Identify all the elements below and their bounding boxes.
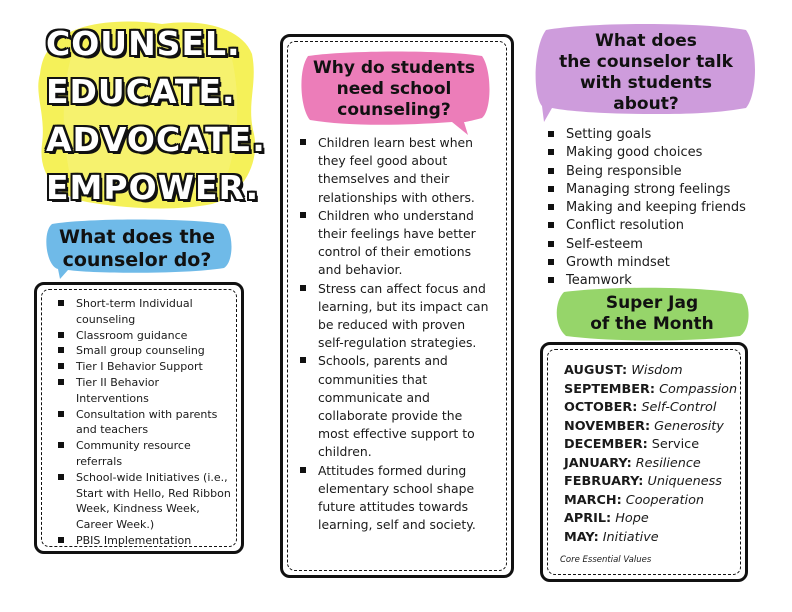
value-label: Uniqueness — [647, 474, 722, 489]
list-item: Growth mindset — [544, 254, 764, 272]
list-item: School-wide Initiatives (i.e., Start with Hello, Red Ribbon Week, Kindness Week, Career Week.) — [54, 470, 234, 533]
heading-line: What does — [595, 31, 697, 51]
value-label: Wisdom — [631, 363, 683, 378]
list-item: Children who understand their feelings have better control of their emotions and behavior. — [296, 207, 492, 280]
list-item: PBIS Implementation — [54, 533, 234, 549]
list-item: Stress can affect focus and learning, but its impact can be reduced with proven self-regulation strategies. — [296, 280, 492, 353]
list-item: Community resource referrals — [54, 438, 234, 470]
hero-line: EDUCATE. — [46, 72, 236, 111]
hero-line: ADVOCATE. — [46, 120, 266, 159]
list-item: Being responsible — [544, 163, 764, 181]
month-row — [564, 418, 740, 437]
list-item: Self-esteem — [544, 236, 764, 254]
month-label: DECEMBER: — [564, 437, 648, 452]
month-row — [564, 455, 740, 474]
heading-line: Super Jag — [605, 293, 699, 313]
value-label: Self-Control — [641, 400, 717, 415]
core-values-list — [564, 362, 740, 547]
col2-heading — [296, 58, 492, 121]
month-row — [564, 362, 740, 381]
heading-line: Why do students — [312, 58, 475, 78]
value-label: Generosity — [654, 418, 724, 434]
why-list — [296, 134, 492, 534]
month-row — [564, 473, 740, 492]
month-row — [564, 492, 740, 511]
value-label: Hope — [615, 511, 649, 526]
heading-line: counselor do? — [62, 249, 212, 271]
list-item: Making and keeping friends — [544, 199, 764, 217]
col3-heading — [532, 31, 760, 115]
month-label: FEBRUARY: — [564, 474, 644, 489]
hero-slogan — [46, 20, 266, 212]
list-item: Setting goals — [544, 126, 764, 144]
month-row — [564, 381, 740, 400]
list-item: Tier I Behavior Support — [54, 359, 234, 375]
month-row — [564, 529, 740, 548]
services-list — [54, 296, 234, 549]
list-item: Making good choices — [544, 144, 764, 162]
heading-line: of the Month — [590, 314, 714, 334]
super-jag-heading — [552, 293, 752, 335]
heading-line: the counselor talk — [559, 52, 733, 72]
month-label: JANUARY: — [564, 455, 632, 471]
hero-line: COUNSEL. — [46, 24, 241, 63]
value-label: Initiative — [602, 529, 659, 545]
month-label: NOVEMBER: — [564, 418, 651, 434]
value-label: Cooperation — [625, 492, 705, 508]
heading-line: counseling? — [337, 100, 451, 120]
heading-line: with students — [579, 73, 713, 93]
value-label: Resilience — [635, 455, 701, 471]
heading-line: What does the — [59, 226, 215, 248]
month-label: AUGUST: — [564, 363, 628, 378]
month-label: MAY: — [564, 529, 599, 545]
list-item: Consultation with parents and teachers — [54, 407, 234, 439]
list-item: Schools, parents and communities that communicate and collaborate provide the most effective support to children. — [296, 352, 492, 461]
list-item: Attitudes formed during elementary school shape future attitudes towards learning, self and society. — [296, 462, 492, 535]
month-label: OCTOBER: — [564, 400, 638, 415]
month-row — [564, 436, 740, 455]
list-item: Small group counseling — [54, 343, 234, 359]
hero-line: EMPOWER. — [46, 168, 260, 207]
list-item: Tier II Behavior Interventions — [54, 375, 234, 407]
list-item: Teamwork — [544, 272, 764, 290]
list-item: Conflict resolution — [544, 217, 764, 235]
month-label: MARCH: — [564, 492, 622, 508]
month-row — [564, 510, 740, 529]
heading-line: need school — [336, 79, 452, 99]
month-row — [564, 399, 740, 418]
heading-line: about? — [613, 94, 679, 114]
month-label: SEPTEMBER: — [564, 381, 656, 397]
list-item: Children learn best when they feel good about themselves and their relationships with others. — [296, 134, 492, 207]
list-item: Classroom guidance — [54, 328, 234, 344]
value-label: Compassion — [659, 381, 738, 397]
topics-list — [544, 126, 764, 291]
value-label: Service — [651, 437, 700, 452]
list-item: Managing strong feelings — [544, 181, 764, 199]
col1-heading — [40, 226, 234, 272]
core-values-footnote: Core Essential Values — [560, 555, 652, 565]
list-item: Short-term Individual counseling — [54, 296, 234, 328]
month-label: APRIL: — [564, 511, 612, 526]
